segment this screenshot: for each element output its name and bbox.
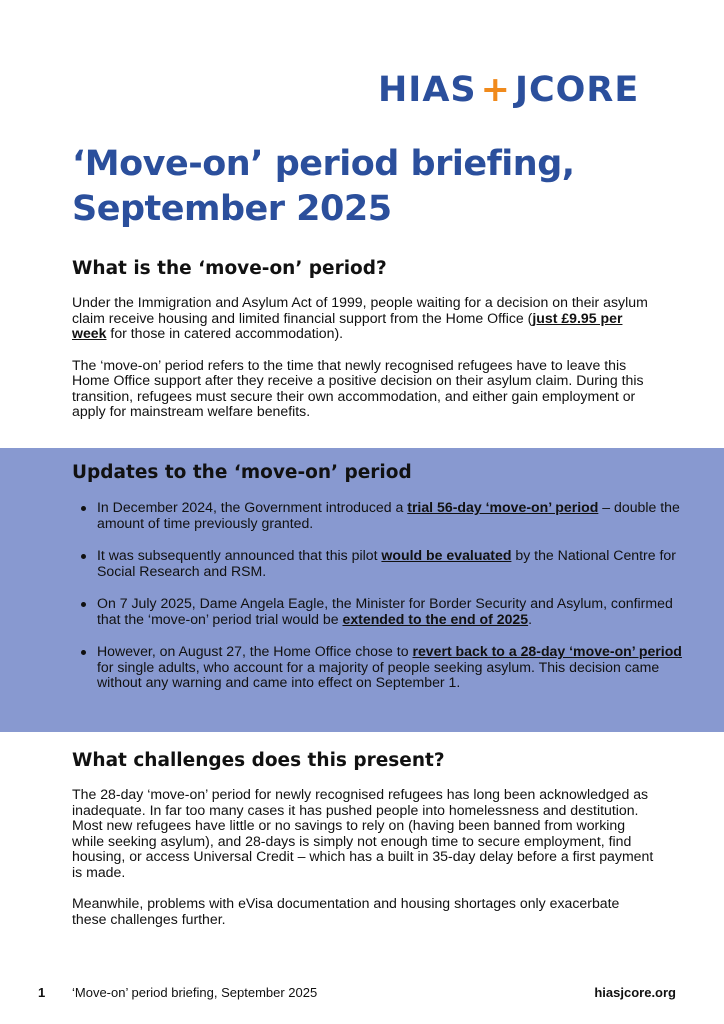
text: Under the Immigration and Asylum Act of 1999, people waiting for a decision on their asylum claim receive housing and limited financial support from the Home Office (: [72, 294, 648, 326]
brand-logo: [378, 70, 639, 110]
section-heading: Updates to the ‘move-on’ period: [72, 462, 412, 483]
paragraph-move-on-definition: The ‘move-on’ period refers to the time that newly recognised refugees have to leave this Home Office support after they receive a positive decision on their asylum claim. During this transition, refugees must secure their own accommodation, and either gain employment or apply for mainstream welfare benefits.: [72, 356, 644, 419]
brand-logo-hias: HIAS: [378, 70, 477, 110]
text: for those in catered accommodation).: [106, 325, 344, 341]
list-item: [97, 596, 682, 627]
list-item: [97, 644, 682, 691]
link-extended-to-end[interactable]: extended to the end of 2025: [342, 610, 529, 627]
text: However, on August 27, the Home Office chose to: [97, 643, 413, 659]
paragraph-challenges: The 28-day ‘move-on’ period for newly recognised refugees has long been acknowledged as inadequate. In far too many cases it has pushed people into homelessness and destitution. Most new refugees have little or no savings to rely on (having been banned from working while seeking asylum), and 28-days is simply not enough time to secure employment, find housing, or access Universal Credit – which has a built in 35-day delay before a first payment is made.: [72, 786, 654, 880]
page-title: ‘Move-on’ period briefing, September 2025: [72, 144, 575, 229]
text: In December 2024, the Government introduced a: [97, 499, 408, 515]
updates-list: [72, 500, 682, 708]
text: On 7 July 2025, Dame Angela Eagle, the Minister for Border Security and Asylum, confirmed that the ‘move-on’ period trial would be: [97, 595, 673, 627]
paragraph-evisa: Meanwhile, problems with eVisa documentation and housing shortages only exacerbate these challenges further.: [72, 895, 620, 927]
brand-logo-jcore: JCORE: [514, 70, 640, 110]
text: by the National Centre for Social Research and RSM.: [97, 547, 676, 579]
paragraph-asylum-support: [72, 295, 657, 342]
text: for single adults, who account for a majority of people seeking asylum. This decision came without any warning and came into effect on September 1.: [97, 658, 660, 690]
page-number: 1: [38, 985, 46, 1000]
section-heading: What is the ‘move-on’ period?: [72, 258, 387, 279]
text: .: [528, 610, 533, 627]
text: It was subsequently announced that this pilot: [97, 547, 382, 563]
updates-section: [0, 448, 724, 732]
list-item: [97, 500, 682, 531]
text: – double the amount of time previously granted.: [97, 499, 680, 531]
page-footer: [0, 984, 724, 1002]
plus-icon: +: [480, 70, 511, 110]
section-heading: What challenges does this present?: [72, 750, 445, 771]
list-item: [97, 548, 682, 579]
link-would-be-evaluated[interactable]: would be evaluated: [381, 547, 512, 563]
section-challenges: [72, 750, 657, 927]
section-what-is-move-on: [72, 258, 657, 420]
link-trial-56-day[interactable]: trial 56-day ‘move-on’ period: [407, 499, 599, 515]
footer-title: ‘Move-on’ period briefing, September 2025: [72, 985, 318, 1000]
link-weekly-support[interactable]: just £9.95 per week: [72, 309, 623, 341]
link-revert-28-day[interactable]: revert back to a 28-day ‘move-on’ period: [412, 643, 682, 659]
footer-website: hiasjcore.org: [594, 985, 676, 1000]
